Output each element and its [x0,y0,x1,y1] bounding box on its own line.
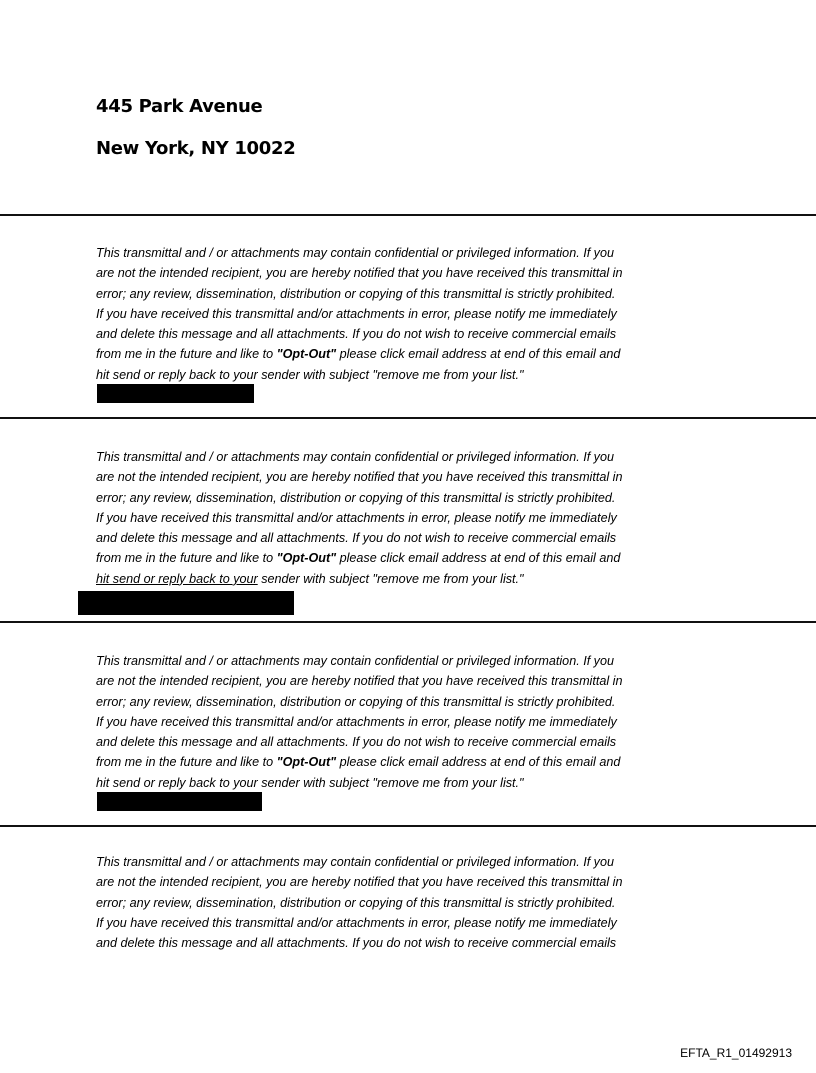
disclaimer-line: error; any review, dissemination, distribution or copying of this transmittal is strictly prohibited. [96,490,616,505]
disclaimer-block [96,651,622,793]
disclaimer-block [96,852,622,953]
divider [0,214,816,216]
underlined-text: hit send or reply back to your [96,571,258,586]
optout-post: please click email address at end of this email and [336,551,621,566]
disclaimer-line: and delete this message and all attachments. If you do not wish to receive commercial emails [96,531,617,546]
disclaimer-line: This transmittal and / or attachments may contain confidential or privileged information. If you [96,246,614,260]
disclaimer-line: This transmittal and / or attachments may contain confidential or privileged information. If you [96,450,614,464]
disclaimer-line: are not the intended recipient, you are hereby notified that you have received this transmittal in [96,470,623,485]
address-line-1: 445 Park Avenue [96,96,263,117]
disclaimer-line: error; any review, dissemination, distribution or copying of this transmittal is strictly prohibited. [96,286,616,301]
optout-line [96,344,622,364]
redaction-box [78,591,294,615]
divider [0,417,816,419]
disclaimer-line: This transmittal and / or attachments may contain confidential or privileged information. If you [96,654,614,668]
disclaimer-line: and delete this message and all attachments. If you do not wish to receive commercial emails [96,327,617,342]
optout-post: please click email address at end of this email and [336,755,621,770]
disclaimer-line: and delete this message and all attachments. If you do not wish to receive commercial emails [96,936,617,951]
optout-pre: from me in the future and like to [96,347,277,362]
optout-pre: from me in the future and like to [96,551,277,566]
disclaimer-block [96,243,622,385]
disclaimer-line: hit send or reply back to your sender with subject "remove me from your list." [96,367,524,382]
divider [0,825,816,827]
address-line-2: New York, NY 10022 [96,138,296,159]
optout-line [96,548,622,568]
disclaimer-line [96,569,622,589]
disclaimer-line: and delete this message and all attachments. If you do not wish to receive commercial emails [96,735,617,750]
disclaimer-line: If you have received this transmittal and/or attachments in error, please notify me immediately [96,714,617,729]
redaction-box [97,792,262,811]
divider [0,621,816,623]
optout-bold: "Opt-Out" [276,347,337,362]
disclaimer-line: are not the intended recipient, you are hereby notified that you have received this transmittal in [96,875,623,890]
document-id: EFTA_R1_01492913 [680,1046,792,1060]
disclaimer-block [96,447,622,589]
optout-post: please click email address at end of this email and [336,347,621,362]
disclaimer-line: are not the intended recipient, you are hereby notified that you have received this transmittal in [96,266,623,281]
optout-pre: from me in the future and like to [96,755,277,770]
disclaimer-line: If you have received this transmittal and/or attachments in error, please notify me immediately [96,510,617,525]
disclaimer-line: are not the intended recipient, you are hereby notified that you have received this transmittal in [96,674,623,689]
optout-line [96,752,622,772]
disclaimer-line: error; any review, dissemination, distribution or copying of this transmittal is strictly prohibited. [96,694,616,709]
disclaimer-line: If you have received this transmittal and/or attachments in error, please notify me immediately [96,306,617,321]
disclaimer-line: hit send or reply back to your sender with subject "remove me from your list." [96,775,524,790]
line-rest: sender with subject "remove me from your list." [257,571,524,586]
optout-bold: "Opt-Out" [276,551,337,566]
disclaimer-line: If you have received this transmittal and/or attachments in error, please notify me immediately [96,915,617,930]
disclaimer-line: error; any review, dissemination, distribution or copying of this transmittal is strictly prohibited. [96,895,616,910]
redaction-box [97,384,254,403]
optout-bold: "Opt-Out" [276,755,337,770]
disclaimer-line: This transmittal and / or attachments may contain confidential or privileged information. If you [96,855,614,869]
